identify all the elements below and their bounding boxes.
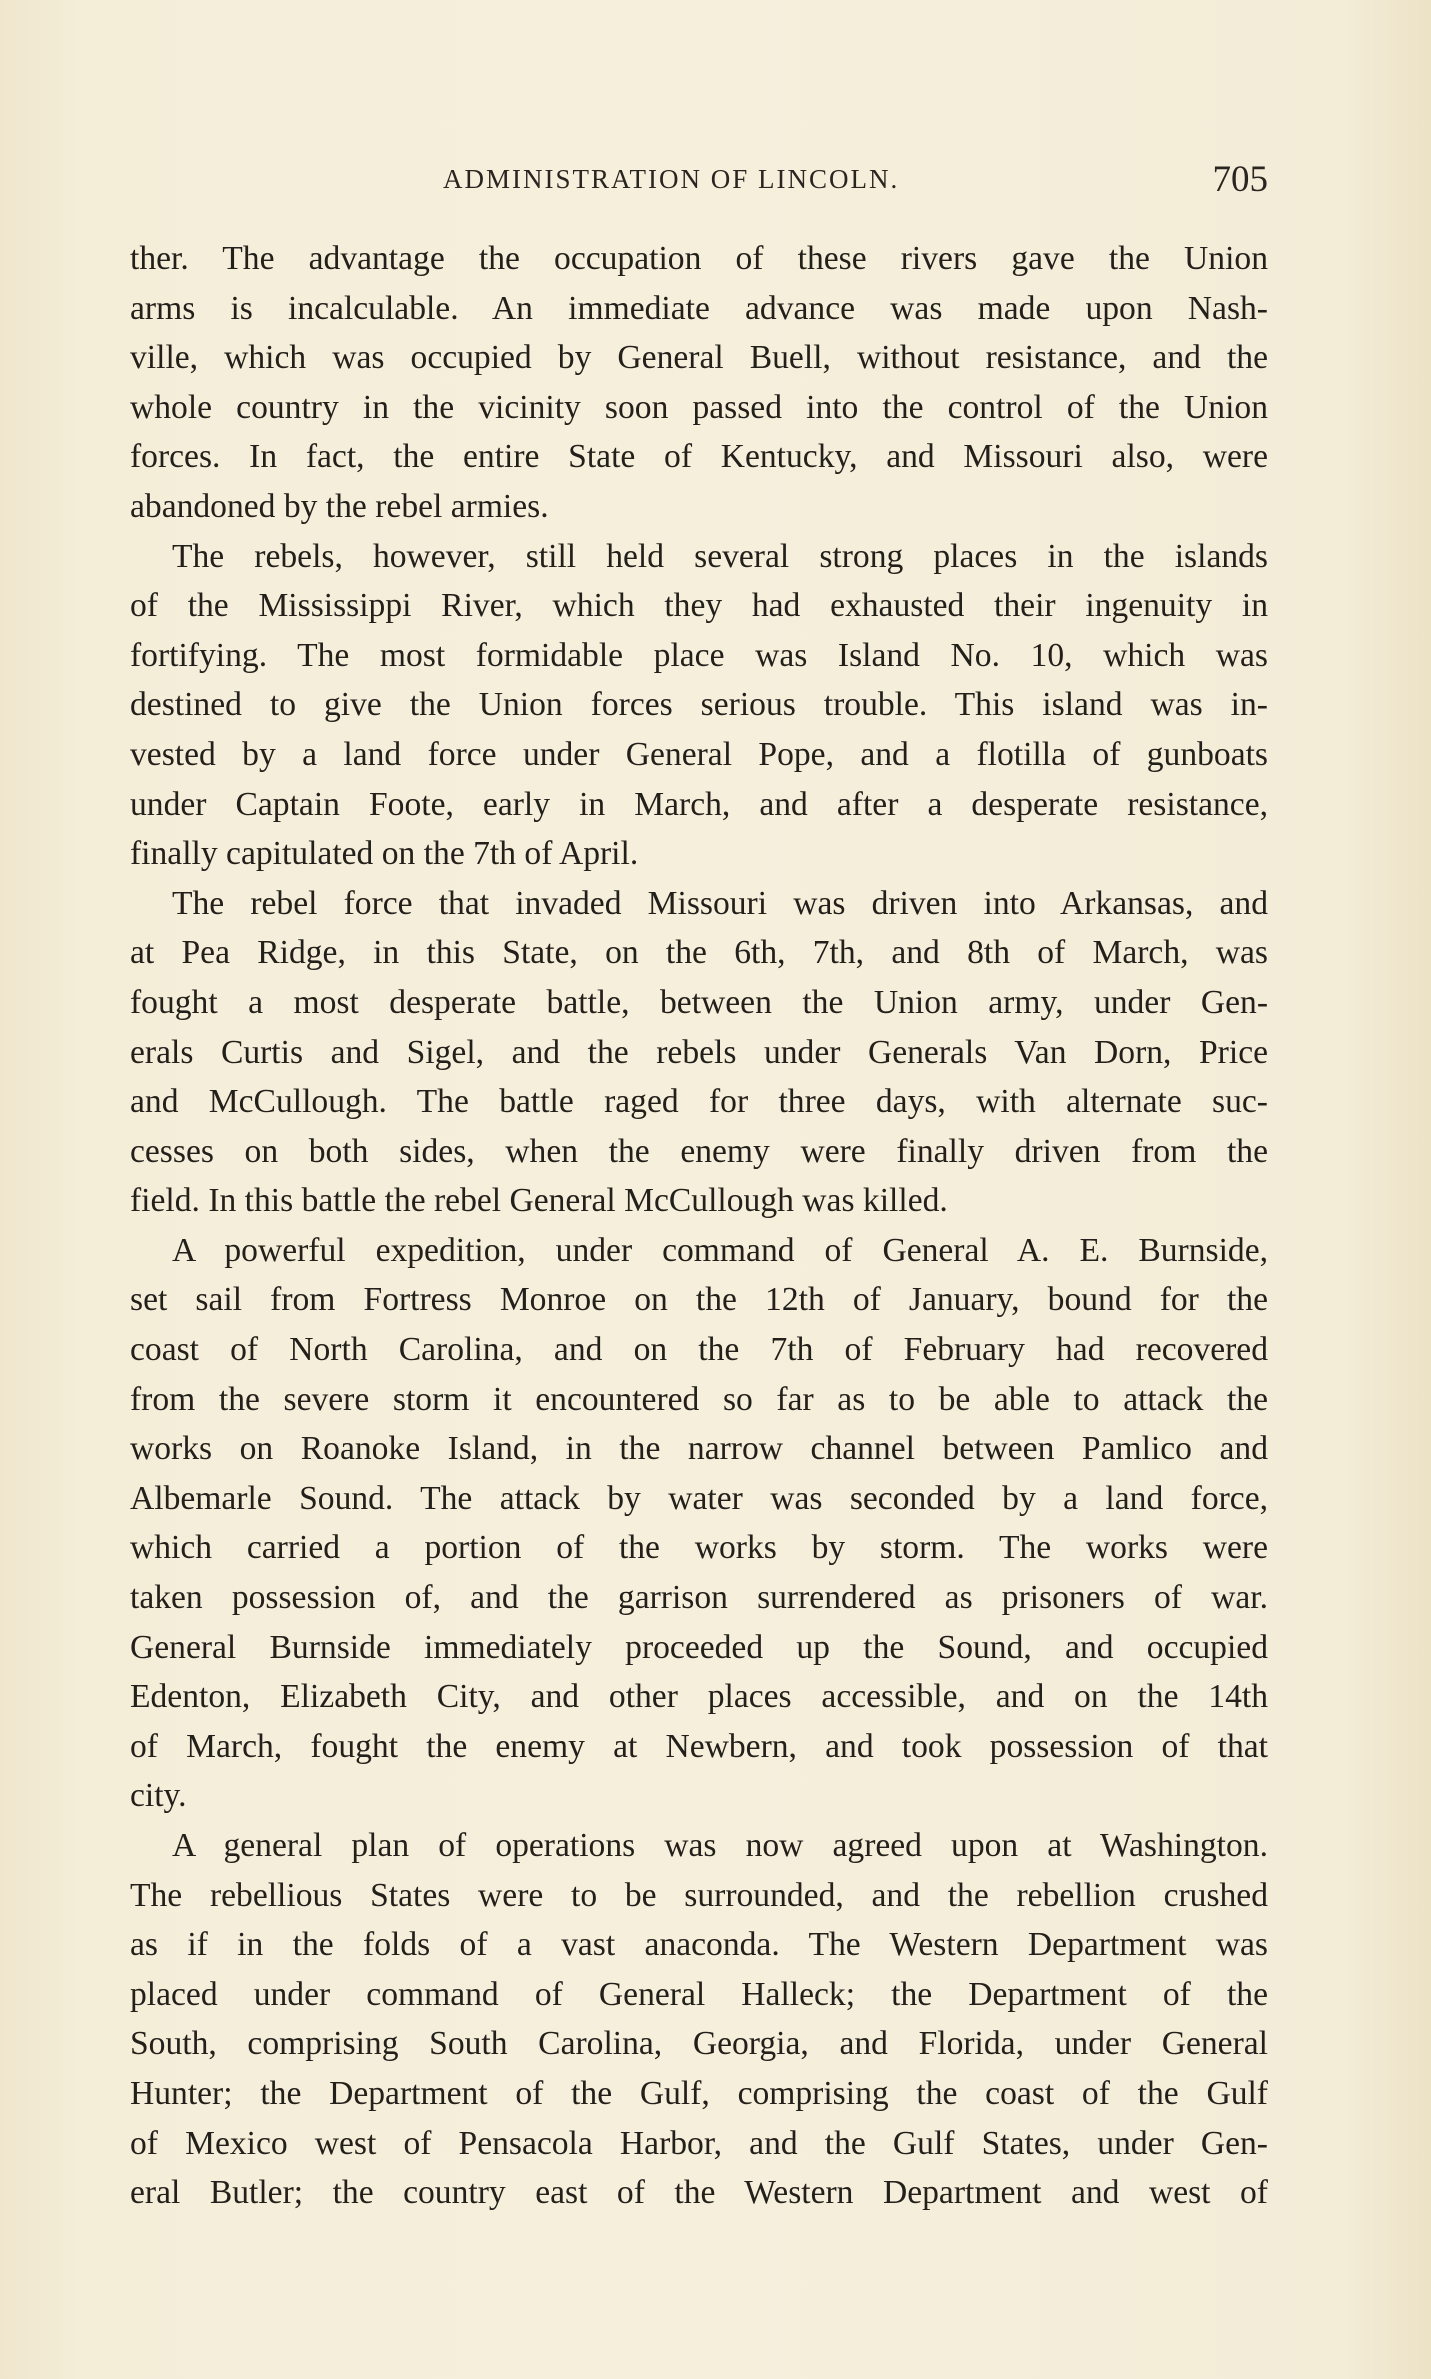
text-line: The rebels, however, still held several strong places in the islands — [172, 537, 1268, 575]
text-line: coast of North Carolina, and on the 7th of February had recovered — [130, 1331, 1268, 1369]
text-line: which carried a portion of the works by storm. The works were — [130, 1529, 1268, 1567]
text-line: General Burnside immediately proceeded up the Sound, and occupied — [130, 1628, 1268, 1666]
text-line: vested by a land force under General Pope, and a flotilla of gunboats — [130, 735, 1268, 773]
paragraph — [130, 532, 1268, 879]
text-line: South, comprising South Carolina, Georgia, and Florida, under General — [130, 2025, 1268, 2063]
text-line: Albemarle Sound. The attack by water was seconded by a land force, — [130, 1479, 1268, 1517]
text-line: A general plan of operations was now agreed upon at Washington. — [172, 1827, 1268, 1864]
text-line: under Captain Foote, early in March, and after a desperate resistance, — [130, 785, 1268, 823]
text-line: cesses on both sides, when the enemy were finally driven from the — [130, 1132, 1268, 1170]
text-line: Hunter; the Department of the Gulf, comprising the coast of the Gulf — [130, 2074, 1268, 2112]
text-line: whole country in the vicinity soon passed into the control of the Union — [130, 388, 1268, 426]
text-line: ville, which was occupied by General Buell, without resistance, and the — [130, 339, 1268, 377]
paragraph — [130, 1821, 1268, 2218]
text-line: at Pea Ridge, in this State, on the 6th, 7th, and 8th of March, was — [130, 934, 1268, 972]
text-line: eral Butler; the country east of the Western Department and west of — [130, 2174, 1268, 2212]
page-header — [128, 158, 1268, 208]
paragraph — [130, 879, 1268, 1226]
text-line: field. In this battle the rebel General McCullough was killed. — [130, 1182, 948, 1220]
text-line: of March, fought the enemy at Newbern, and took possession of that — [130, 1727, 1268, 1765]
text-line: taken possession of, and the garrison surrendered as prisoners of war. — [130, 1579, 1268, 1617]
text-line: arms is incalculable. An immediate advance was made upon Nash- — [130, 289, 1268, 327]
paragraph — [130, 234, 1268, 532]
text-line: forces. In fact, the entire State of Kentucky, and Missouri also, were — [130, 438, 1268, 476]
text-line: of Mexico west of Pensacola Harbor, and the Gulf States, under Gen- — [130, 2124, 1268, 2162]
text-line: abandoned by the rebel armies. — [130, 487, 549, 525]
text-line: from the severe storm it encountered so far as to be able to attack the — [130, 1380, 1268, 1418]
running-head: ADMINISTRATION OF LINCOLN. — [443, 164, 900, 194]
text-line: Edenton, Elizabeth City, and other places accessible, and on the 14th — [130, 1678, 1268, 1716]
text-line: fortifying. The most formidable place was Island No. 10, which was — [130, 636, 1268, 674]
text-line: The rebel force that invaded Missouri was driven into Arkansas, and — [172, 884, 1268, 922]
text-line: set sail from Fortress Monroe on the 12th of January, bound for the — [130, 1281, 1268, 1319]
text-line: placed under command of General Halleck; the Department of the — [130, 1975, 1268, 2013]
text-line: destined to give the Union forces serious trouble. This island was in- — [130, 686, 1268, 724]
text-line: city. — [130, 1777, 187, 1815]
paragraph — [130, 1226, 1268, 1821]
text-line: as if in the folds of a vast anaconda. The Western Department was — [130, 1926, 1268, 1964]
text-line: works on Roanoke Island, in the narrow channel between Pamlico and — [130, 1430, 1268, 1468]
text-line: and McCullough. The battle raged for three days, with alternate suc- — [130, 1083, 1268, 1121]
text-line: A powerful expedition, under command of General A. E. Burnside, — [172, 1231, 1268, 1269]
text-line: ther. The advantage the occupation of these rivers gave the Union — [130, 240, 1268, 277]
text-line: The rebellious States were to be surrounded, and the rebellion crushed — [130, 1876, 1268, 1914]
body-text — [130, 234, 1268, 2218]
text-line: finally capitulated on the 7th of April. — [130, 835, 639, 873]
text-line: erals Curtis and Sigel, and the rebels under Generals Van Dorn, Price — [130, 1033, 1268, 1071]
text-line: fought a most desperate battle, between the Union army, under Gen- — [130, 983, 1268, 1021]
text-line: of the Mississippi River, which they had exhausted their ingenuity in — [130, 587, 1268, 625]
page-number: 705 — [1212, 159, 1268, 200]
